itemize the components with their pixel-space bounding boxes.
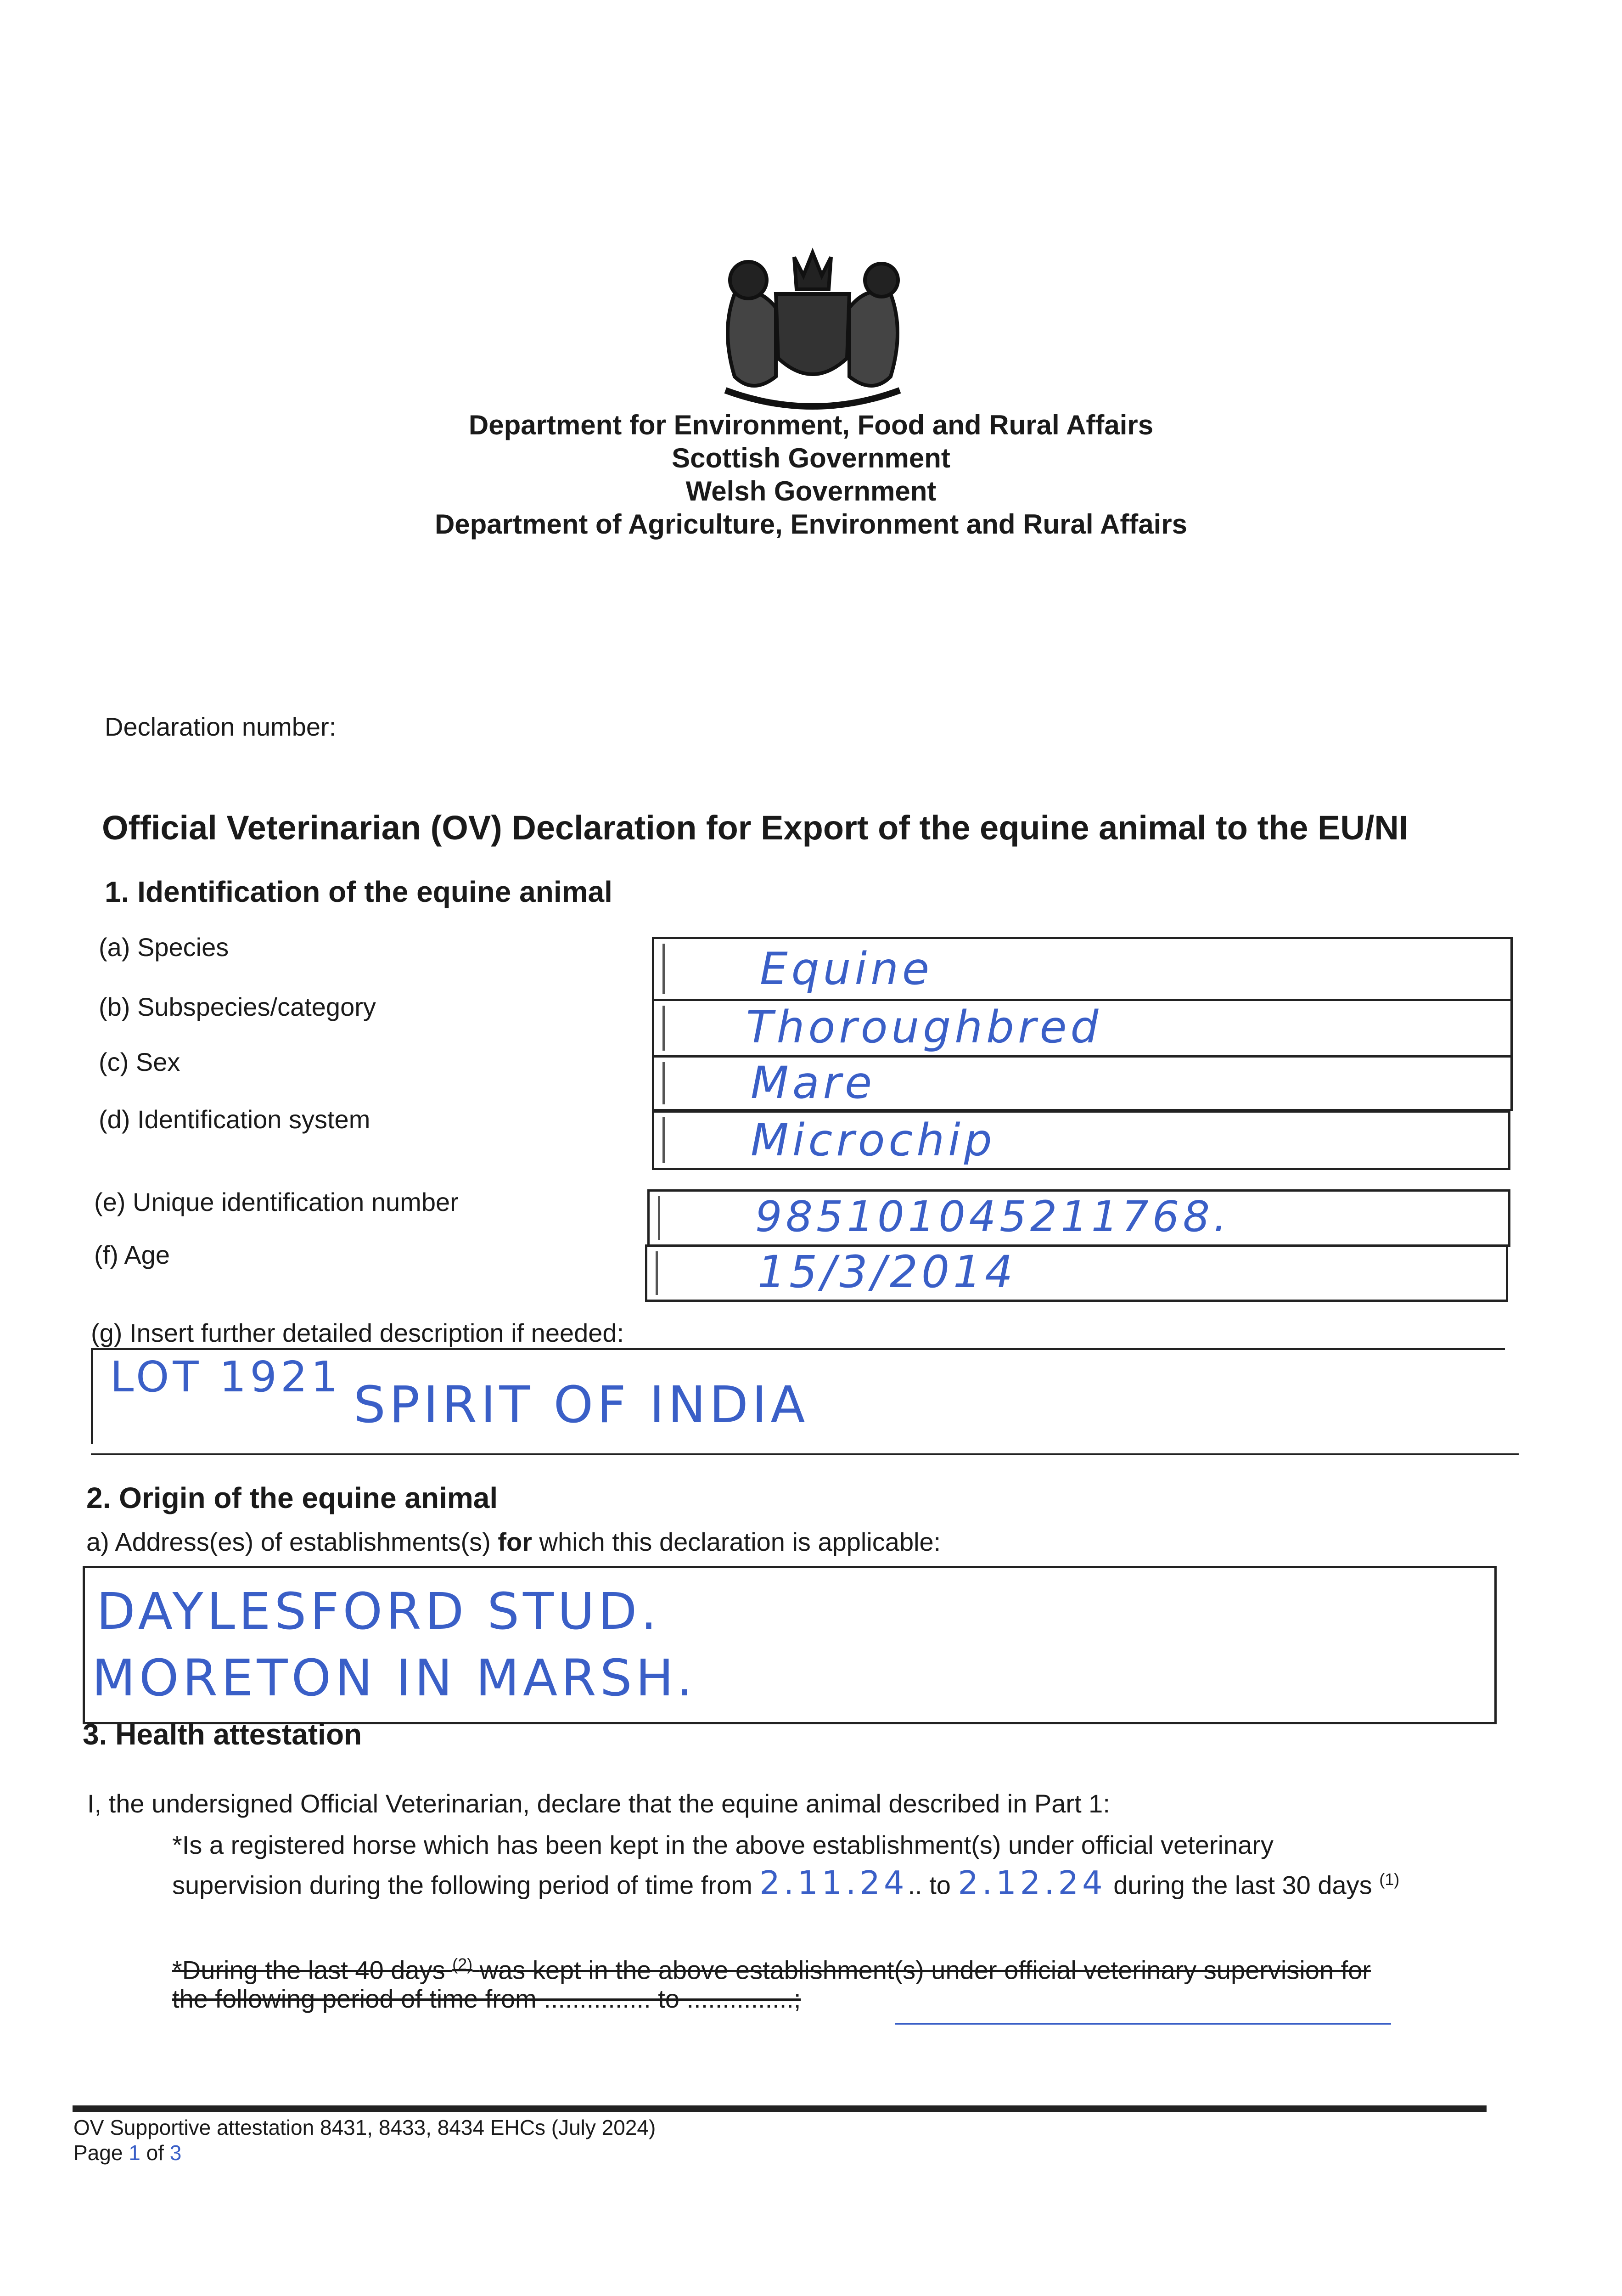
sex-value: Mare xyxy=(751,1057,876,1109)
species-value: Equine xyxy=(760,943,933,995)
attestation-para2-text: was kept in the above establishment(s) under official veterinary supervision for xyxy=(479,1955,1371,1985)
section-2-heading: 2. Origin of the equine animal xyxy=(86,1481,498,1514)
health-attestation-intro: I, the undersigned Official Veterinarian, declare that the equine animal described in Part 1: xyxy=(87,1789,1110,1818)
page-word: Page xyxy=(73,2141,123,2165)
species-field[interactable] xyxy=(652,937,1513,1001)
department-name: Welsh Government xyxy=(685,476,937,506)
royal-coat-of-arms-icon xyxy=(707,239,918,422)
address-line-2: MORETON IN MARSH. xyxy=(92,1649,696,1707)
attestation-para1-text: supervision during the following period of time from xyxy=(172,1870,752,1900)
supervision-to-date: 2.12.24 xyxy=(958,1864,1106,1902)
attestation-para2-text: *During the last 40 days xyxy=(172,1955,445,1985)
sex-label: (c) Sex xyxy=(99,1047,180,1076)
footer-attestation-ref: OV Supportive attestation 8431, 8433, 8434 EHCs (July 2024) xyxy=(73,2116,656,2139)
page-current: 1 xyxy=(129,2141,140,2165)
further-description-name: SPIRIT OF INDIA xyxy=(354,1375,809,1434)
age-value: 15/3/2014 xyxy=(758,1246,1017,1298)
page-number xyxy=(73,2140,181,2166)
subspecies-field[interactable] xyxy=(652,999,1513,1058)
declaration-number-label: Declaration number: xyxy=(105,712,337,741)
further-description-lot: LOT 1921 xyxy=(110,1352,342,1401)
divider xyxy=(91,1348,93,1444)
to-word: to xyxy=(929,1870,951,1900)
subspecies-label: (b) Subspecies/category xyxy=(99,992,376,1021)
unique-id-value: 985101045211768. xyxy=(755,1192,1231,1241)
age-field[interactable] xyxy=(645,1244,1508,1302)
supervision-from-date: 2.11.24 xyxy=(759,1864,908,1902)
further-description-label: (g) Insert further detailed description if needed: xyxy=(91,1318,624,1347)
document-title: Official Veterinarian (OV) Declaration for Export of the equine animal to the EU/NI xyxy=(102,809,1409,847)
identification-system-value: Microchip xyxy=(751,1114,996,1166)
footer-divider xyxy=(73,2105,1487,2112)
unique-id-field[interactable] xyxy=(647,1189,1510,1247)
section-3-heading: 3. Health attestation xyxy=(83,1718,362,1751)
department-name: Department of Agriculture, Environment and Rural Affairs xyxy=(434,509,1188,540)
address-label-bold: for xyxy=(498,1527,532,1556)
address-label-prefix: a) Address(es) of establishments(s) xyxy=(86,1527,498,1556)
attestation-para2-line1 xyxy=(172,1949,1371,1986)
department-name: Scottish Government xyxy=(672,443,950,473)
of-word: of xyxy=(146,2141,164,2165)
page-total: 3 xyxy=(169,2141,182,2165)
sex-field[interactable] xyxy=(652,1055,1513,1111)
footnote-ref-1: (1) xyxy=(1379,1870,1400,1889)
department-name: Department for Environment, Food and Rural Affairs xyxy=(468,410,1154,440)
divider xyxy=(91,1348,1505,1350)
age-label: (f) Age xyxy=(94,1240,170,1269)
section-1-heading: 1. Identification of the equine animal xyxy=(105,875,612,908)
address-line-1: DAYLESFORD STUD. xyxy=(96,1582,661,1641)
unique-id-label: (e) Unique identification number xyxy=(94,1187,459,1216)
attestation-para1-line1: *Is a registered horse which has been kept in the above establishment(s) under official veterinary xyxy=(172,1830,1274,1859)
species-label: (a) Species xyxy=(99,933,229,962)
attestation-para1-suffix: during the last 30 days xyxy=(1113,1870,1372,1900)
address-label-suffix: which this declaration is applicable: xyxy=(532,1527,941,1556)
divider xyxy=(91,1453,1519,1455)
footnote-ref-2: (2) xyxy=(452,1955,473,1974)
address-label xyxy=(86,1527,941,1557)
attestation-para1-line2: supervision during the following period of time from 2.11.24.. to 2.12.24 during the last 30 days $^{(1)}$ xyxy=(172,1864,1400,1902)
address-field[interactable] xyxy=(83,1566,1497,1724)
attestation-para2-line2: the following period of time from ............... to ...............; xyxy=(172,1984,801,2013)
identification-system-field[interactable] xyxy=(652,1110,1510,1170)
subspecies-value: Thoroughbred xyxy=(746,1002,1102,1053)
strike-line xyxy=(895,2023,1391,2025)
identification-system-label: (d) Identification system xyxy=(99,1105,370,1134)
